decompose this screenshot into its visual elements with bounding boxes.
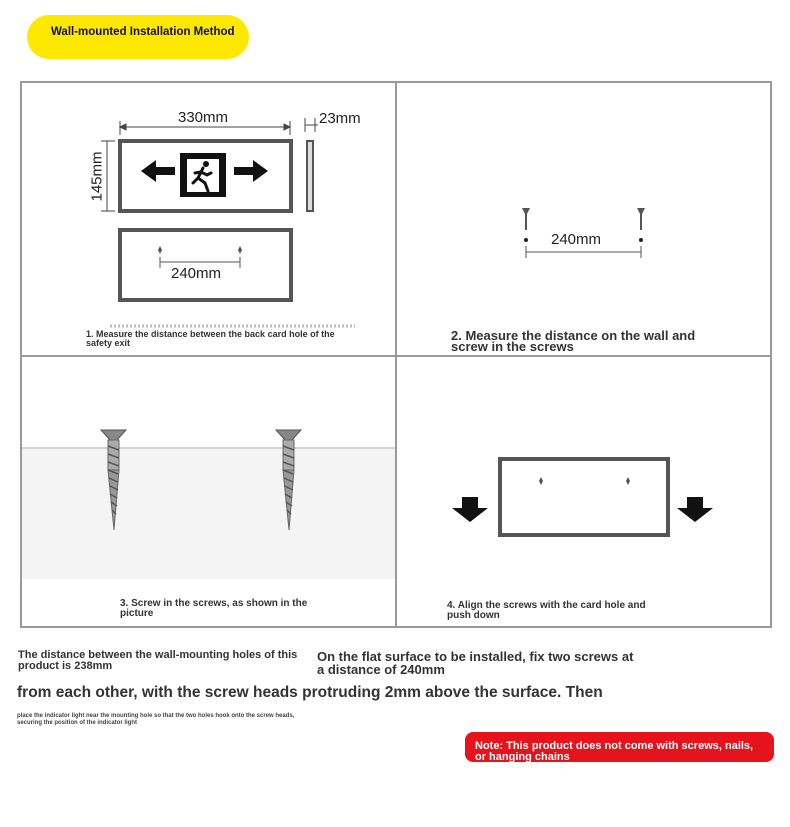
down-arrow-icon — [677, 497, 713, 522]
step-4-caption: 4. Align the screws with the card hole and push down — [447, 600, 646, 621]
note-text: Note: This product does not come with screws, nails, or hanging chains — [475, 740, 754, 763]
instruction-hole-distance: The distance between the wall-mounting holes of this product is 238mm — [18, 649, 298, 672]
step-2-caption: 2. Measure the distance on the wall and screw in the screws — [451, 328, 696, 354]
instruction-screw-heads: from each other, with the screw heads protruding 2mm above the surface. Then — [17, 684, 603, 701]
exit-sign-front — [120, 141, 291, 211]
exit-sign-side — [307, 141, 313, 211]
page-title: Wall-mounted Installation Method — [51, 26, 235, 38]
hole-distance-label: 240mm — [171, 265, 222, 282]
screw-icon — [522, 208, 530, 242]
depth-label: 23mm — [319, 110, 361, 127]
height-label: 145mm — [88, 151, 106, 202]
instruction-hook-light: place the indicator light near the mounting hole so that the two holes hook onto the screw heads, securing the position of the indicator light — [17, 713, 295, 726]
step-1-caption: 1. Measure the distance between the back card hole of the safety exit — [86, 329, 335, 348]
instruction-fix-screws: On the flat surface to be installed, fix two screws at a distance of 240mm — [317, 649, 634, 677]
step-3-caption: 3. Screw in the screws, as shown in the picture — [120, 598, 308, 619]
screw-distance-label: 240mm — [551, 231, 602, 248]
running-man-exit-icon — [180, 153, 226, 197]
wall-area — [22, 449, 395, 579]
exit-sign-mounting — [500, 459, 668, 535]
screw-icon — [637, 208, 645, 242]
width-label: 330mm — [178, 109, 229, 126]
depth-dimension — [305, 118, 318, 132]
down-arrow-icon — [452, 497, 488, 522]
